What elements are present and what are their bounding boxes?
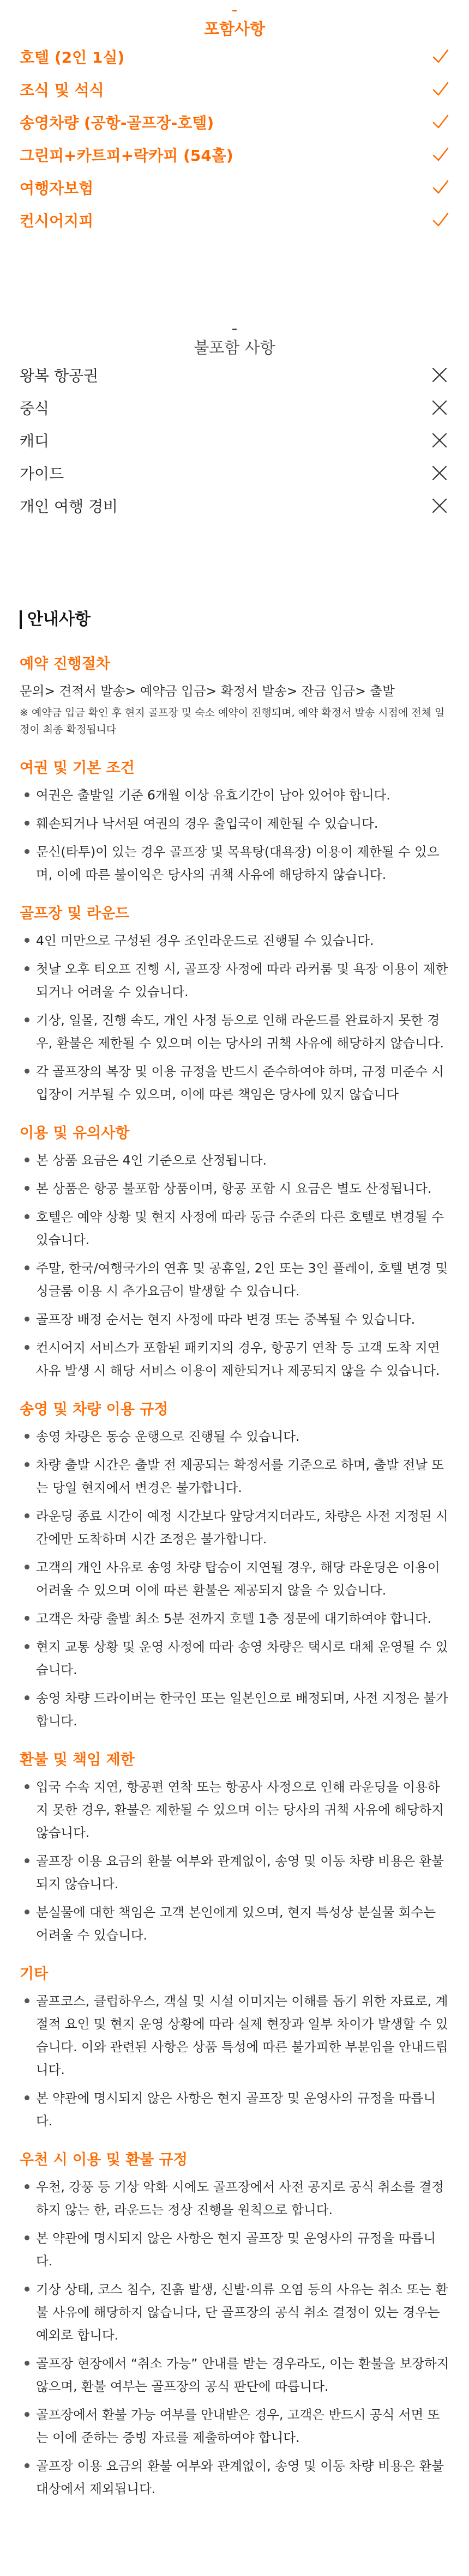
included-section-title xyxy=(0,10,469,39)
bullet-dot-icon xyxy=(25,1513,29,1518)
transport-item-text: 고객의 개인 사유로 송영 차량 탑승이 지연될 경우, 해당 라운딩은 이용이 어려울 수 있으며 이에 따른 환불은 제공되지 않을 수 있습니다. xyxy=(36,1560,440,1598)
usage-list-item xyxy=(20,1177,450,1200)
title-accent-dash xyxy=(232,329,237,330)
x-icon xyxy=(429,462,450,484)
rain-list-item xyxy=(20,2352,450,2398)
etc-list-item xyxy=(20,1990,450,2081)
passport-list-item xyxy=(20,812,450,835)
bullet-dot-icon xyxy=(25,1186,29,1191)
refund-list xyxy=(20,1775,450,1947)
bullet-dot-icon xyxy=(25,1616,29,1621)
info-section xyxy=(20,610,450,2506)
excluded-title: 불포함 사항 xyxy=(194,338,275,357)
x-icon xyxy=(429,397,450,419)
bullet-dot-icon xyxy=(25,1565,29,1569)
passport-heading: 여권 및 기본 조건 xyxy=(20,760,135,777)
golf-list xyxy=(20,929,450,1106)
bullet-dot-icon xyxy=(25,2412,29,2417)
refund-list-item xyxy=(20,1775,450,1844)
bullet-dot-icon xyxy=(25,821,29,826)
rain-list-item xyxy=(20,2403,450,2449)
usage-list-item xyxy=(20,1205,450,1251)
etc-item-text: 본 약관에 명시되지 않은 사항은 현지 골프장 및 운영사의 규정을 따릅니다. xyxy=(36,2090,436,2129)
bullet-dot-icon xyxy=(25,1265,29,1270)
rain-list-item xyxy=(20,2175,450,2221)
bullet-dot-icon xyxy=(25,1695,29,1700)
rain-list-item xyxy=(20,2278,450,2347)
reservation-flow: 문의> 견적서 발송> 예약금 입금> 확정서 발송> 잔금 입금> 출발 xyxy=(20,683,395,699)
usage-item-text: 본 상품 요금은 4인 기준으로 산정됩니다. xyxy=(36,1153,267,1168)
reservation-heading: 예약 진행절차 xyxy=(20,656,110,672)
golf-item-text: 첫날 오후 티오프 진행 시, 골프장 사정에 따라 라커룸 및 욕장 이용이 제한되거나 어려울 수 있습니다. xyxy=(36,961,448,999)
excluded-item-label: 가이드 xyxy=(20,465,64,483)
excluded-item xyxy=(20,359,450,391)
bullet-dot-icon xyxy=(25,1462,29,1467)
included-item xyxy=(20,204,450,237)
rain-heading: 우천 시 이용 및 환불 규정 xyxy=(20,2151,188,2168)
included-title: 포함사항 xyxy=(203,20,266,38)
golf-heading: 골프장 및 라운드 xyxy=(20,905,130,922)
usage-list xyxy=(20,1149,450,1382)
bullet-dot-icon xyxy=(25,2287,29,2292)
usage-item-text: 컨시어지 서비스가 포함된 패키지의 경우, 항공기 연착 등 고객 도착 지연 사유 발생 시 해당 서비스 이용이 제한되거나 제공되지 않을 수 있습니다. xyxy=(36,1340,440,1378)
included-item-label: 송영차량 (공항-골프장-호텔) xyxy=(20,114,214,132)
transport-item-text: 차량 출발 시간은 출발 전 제공되는 확정서를 기준으로 하며, 출발 전날 또는 당일 현지에서 변경은 불가합니다. xyxy=(36,1457,444,1495)
golf-block xyxy=(20,901,450,1106)
x-icon xyxy=(429,495,450,517)
usage-item-text: 호텔은 예약 상황 및 현지 사정에 따라 동급 수준의 다른 호텔로 변경될 수 있습니다. xyxy=(36,1209,444,1247)
usage-list-item xyxy=(20,1336,450,1382)
golf-list-item xyxy=(20,1060,450,1106)
check-icon xyxy=(431,145,450,165)
check-icon xyxy=(431,210,450,230)
usage-heading: 이용 및 유의사항 xyxy=(20,1125,130,1142)
golf-item-text: 각 골프장의 복장 및 이용 규정을 반드시 준수하여야 하며, 규정 미준수 시 입장이 거부될 수 있으며, 이에 따른 책임은 당사에 있지 않습니다 xyxy=(36,1064,444,1102)
refund-heading: 환불 및 책임 제한 xyxy=(20,1751,135,1768)
included-item-label: 그린피+카트피+락카피 (54홀) xyxy=(20,147,233,165)
bullet-dot-icon xyxy=(25,1910,29,1914)
rain-block xyxy=(20,2148,450,2500)
x-icon xyxy=(429,364,450,386)
passport-list xyxy=(20,784,450,886)
transport-list-item xyxy=(20,1607,450,1630)
bullet-dot-icon xyxy=(25,1157,29,1162)
excluded-item xyxy=(20,424,450,457)
bullet-dot-icon xyxy=(25,1069,29,1074)
transport-item-text: 송영 차량 드라이버는 한국인 또는 일본인으로 배정되며, 사전 지정은 불가합니다. xyxy=(36,1690,448,1729)
refund-item-text: 골프장 이용 요금의 환불 여부와 관계없이, 송영 및 이동 차량 비용은 환불되지 않습니다. xyxy=(36,1853,444,1892)
check-icon xyxy=(431,178,450,197)
passport-list-item xyxy=(20,784,450,807)
bullet-dot-icon xyxy=(25,1317,29,1322)
rain-item-text: 골프장에서 환불 가능 여부를 안내받은 경우, 고객은 반드시 공식 서면 또는 이에 준하는 증빙 자료를 제출하여야 합니다. xyxy=(36,2407,440,2445)
rain-list-item xyxy=(20,2227,450,2272)
included-item-label: 호텔 (2인 1실) xyxy=(20,49,125,66)
transport-list-item xyxy=(20,1505,450,1550)
x-icon xyxy=(429,429,450,451)
bullet-dot-icon xyxy=(25,2361,29,2366)
rain-item-text: 골프장 이용 요금의 환불 여부와 관계없이, 송영 및 이동 차량 비용은 환불 대상에서 제외됩니다. xyxy=(36,2458,444,2496)
check-icon xyxy=(431,112,450,132)
rain-item-text: 본 약관에 명시되지 않은 사항은 현지 골프장 및 운영사의 규정을 따릅니다. xyxy=(36,2230,436,2269)
bullet-dot-icon xyxy=(25,1644,29,1649)
info-title: 안내사항 xyxy=(20,610,450,629)
bullet-dot-icon xyxy=(25,1858,29,1863)
excluded-item xyxy=(20,391,450,424)
included-item-label: 조식 및 석식 xyxy=(20,81,104,99)
usage-item-text: 주말, 한국/여행국가의 연휴 및 공휴일, 2인 또는 3인 플레이, 호텔 변경 및 싱글룸 이용 시 추가요금이 발생할 수 있습니다. xyxy=(36,1260,448,1299)
excluded-item-label: 중식 xyxy=(20,399,50,417)
transport-list-item xyxy=(20,1635,450,1681)
reservation-block xyxy=(20,652,450,738)
transport-list-item xyxy=(20,1425,450,1448)
transport-item-text: 송영 차량은 동승 운행으로 진행될 수 있습니다. xyxy=(36,1429,300,1444)
rain-list xyxy=(20,2175,450,2500)
passport-item-text: 훼손되거나 낙서된 여권의 경우 출입국이 제한될 수 있습니다. xyxy=(36,816,378,831)
refund-item-text: 분실물에 대한 책임은 고객 본인에게 있으며, 현지 특성상 분실물 회수는 어려울 수 있습니다. xyxy=(36,1905,436,1943)
golf-list-item xyxy=(20,1009,450,1054)
golf-list-item xyxy=(20,929,450,952)
excluded-item-label: 왕복 항공권 xyxy=(20,367,99,385)
included-item xyxy=(20,138,450,171)
transport-item-text: 고객은 차량 출발 최소 5분 전까지 호텔 1층 정문에 대기하여야 합니다. xyxy=(36,1611,431,1626)
excluded-item-label: 개인 여행 경비 xyxy=(20,498,118,516)
usage-list-item xyxy=(20,1308,450,1331)
bullet-dot-icon xyxy=(25,1214,29,1219)
passport-item-text: 여권은 출발일 기준 6개월 이상 유효기간이 남아 있어야 합니다. xyxy=(36,787,390,803)
rain-item-text: 기상 상태, 코스 침수, 진흙 발생, 신발·의류 오염 등의 사유는 취소 또는 환불 사유에 해당하지 않습니다, 단 골프장의 공식 취소 결정이 있는 경우는 예외로 합니다. xyxy=(36,2282,448,2343)
transport-block xyxy=(20,1397,450,1732)
usage-list-item xyxy=(20,1149,450,1172)
golf-item-text: 4인 미만으로 구성된 경우 조인라운드로 진행될 수 있습니다. xyxy=(36,933,374,948)
etc-block xyxy=(20,1962,450,2132)
usage-item-text: 본 상품은 항공 불포함 상품이며, 항공 포함 시 요금은 별도 산정됩니다. xyxy=(36,1181,432,1196)
bullet-dot-icon xyxy=(25,2235,29,2240)
excluded-item xyxy=(20,457,450,489)
transport-list-item xyxy=(20,1556,450,1602)
etc-list xyxy=(20,1990,450,2132)
bullet-dot-icon xyxy=(25,1434,29,1439)
bullet-dot-icon xyxy=(25,1998,29,2003)
rain-item-text: 골프장 현장에서 “취소 가능” 안내를 받는 경우라도, 이는 환불을 보장하지 않으며, 환불 여부는 골프장의 공식 판단에 따릅니다. xyxy=(36,2356,449,2394)
excluded-item-label: 캐디 xyxy=(20,432,50,450)
transport-item-text: 현지 교통 상황 및 운영 사정에 따라 송영 차량은 택시로 대체 운영될 수 있습니다. xyxy=(36,1639,448,1677)
reservation-note: ※ 예약금 입금 확인 후 현지 골프장 및 숙소 예약이 진행되며, 예약 확정서 발송 시점에 전체 일정이 최종 확정됩니다 xyxy=(20,707,445,736)
transport-list xyxy=(20,1425,450,1732)
golf-item-text: 기상, 일몰, 진행 속도, 개인 사정 등으로 인해 라운드를 완료하지 못한 경우, 환불은 제한될 수 있으며 이는 당사의 귀책 사유에 해당하지 않습니다. xyxy=(36,1013,444,1051)
bullet-dot-icon xyxy=(25,938,29,943)
bullet-dot-icon xyxy=(25,1017,29,1022)
rain-item-text: 우천, 강풍 등 기상 악화 시에도 골프장에서 사전 공지로 공식 취소를 결정하지 않는 한, 라운드는 정상 진행을 원칙으로 합니다. xyxy=(36,2179,444,2217)
etc-heading: 기타 xyxy=(20,1966,49,1983)
included-item-label: 여행자보험 xyxy=(20,179,94,197)
excluded-section-title xyxy=(0,329,469,358)
usage-list-item xyxy=(20,1257,450,1302)
golf-list-item xyxy=(20,957,450,1003)
included-item xyxy=(20,73,450,106)
transport-heading: 송영 및 차량 이용 규정 xyxy=(20,1401,169,1418)
transport-list-item xyxy=(20,1453,450,1499)
refund-list-item xyxy=(20,1901,450,1947)
passport-block xyxy=(20,756,450,886)
transport-list-item xyxy=(20,1687,450,1732)
bullet-dot-icon xyxy=(25,792,29,797)
title-accent-dash xyxy=(232,10,237,11)
included-item-label: 컨시어지피 xyxy=(20,212,94,230)
bullet-dot-icon xyxy=(25,966,29,971)
check-icon xyxy=(431,47,450,66)
bullet-dot-icon xyxy=(25,1784,29,1789)
usage-item-text: 골프장 배정 순서는 현지 사정에 따라 변경 또는 중복될 수 있습니다. xyxy=(36,1312,416,1327)
bullet-dot-icon xyxy=(25,849,29,854)
bullet-dot-icon xyxy=(25,2463,29,2468)
included-item xyxy=(20,171,450,204)
included-item xyxy=(20,40,450,73)
rain-list-item xyxy=(20,2454,450,2500)
passport-list-item xyxy=(20,840,450,886)
refund-item-text: 입국 수속 지연, 항공편 연착 또는 항공사 사정으로 인해 라운딩을 이용하지 못한 경우, 환불은 제한될 수 있으며 이는 당사의 귀책 사유에 해당하지 않습니다. xyxy=(36,1779,444,1840)
included-item xyxy=(20,106,450,138)
usage-block xyxy=(20,1121,450,1382)
check-icon xyxy=(431,80,450,99)
etc-item-text: 골프코스, 클럽하우스, 객실 및 시설 이미지는 이해를 돕기 위한 자료로, 계절적 요인 및 현지 운영 상황에 따라 실제 현장과 일부 차이가 발생할 수 있습니다. 이와 관련된 사항은 상품 특성에 따른 불가피한 부분임을 안내드립니다. xyxy=(36,1993,448,2077)
passport-item-text: 문신(타투)이 있는 경우 골프장 및 목욕탕(대욕장) 이용이 제한될 수 있으며, 이에 따른 불이익은 당사의 귀책 사유에 해당하지 않습니다. xyxy=(36,844,440,882)
bullet-dot-icon xyxy=(25,2184,29,2189)
etc-list-item xyxy=(20,2087,450,2132)
excluded-item xyxy=(20,489,450,522)
bullet-dot-icon xyxy=(25,1345,29,1350)
refund-block xyxy=(20,1748,450,1947)
bullet-dot-icon xyxy=(25,2095,29,2100)
refund-list-item xyxy=(20,1850,450,1895)
transport-item-text: 라운딩 종료 시간이 예정 시간보다 앞당겨지더라도, 차량은 사전 지정된 시간에만 도착하며 시간 조정은 불가합니다. xyxy=(36,1508,448,1547)
